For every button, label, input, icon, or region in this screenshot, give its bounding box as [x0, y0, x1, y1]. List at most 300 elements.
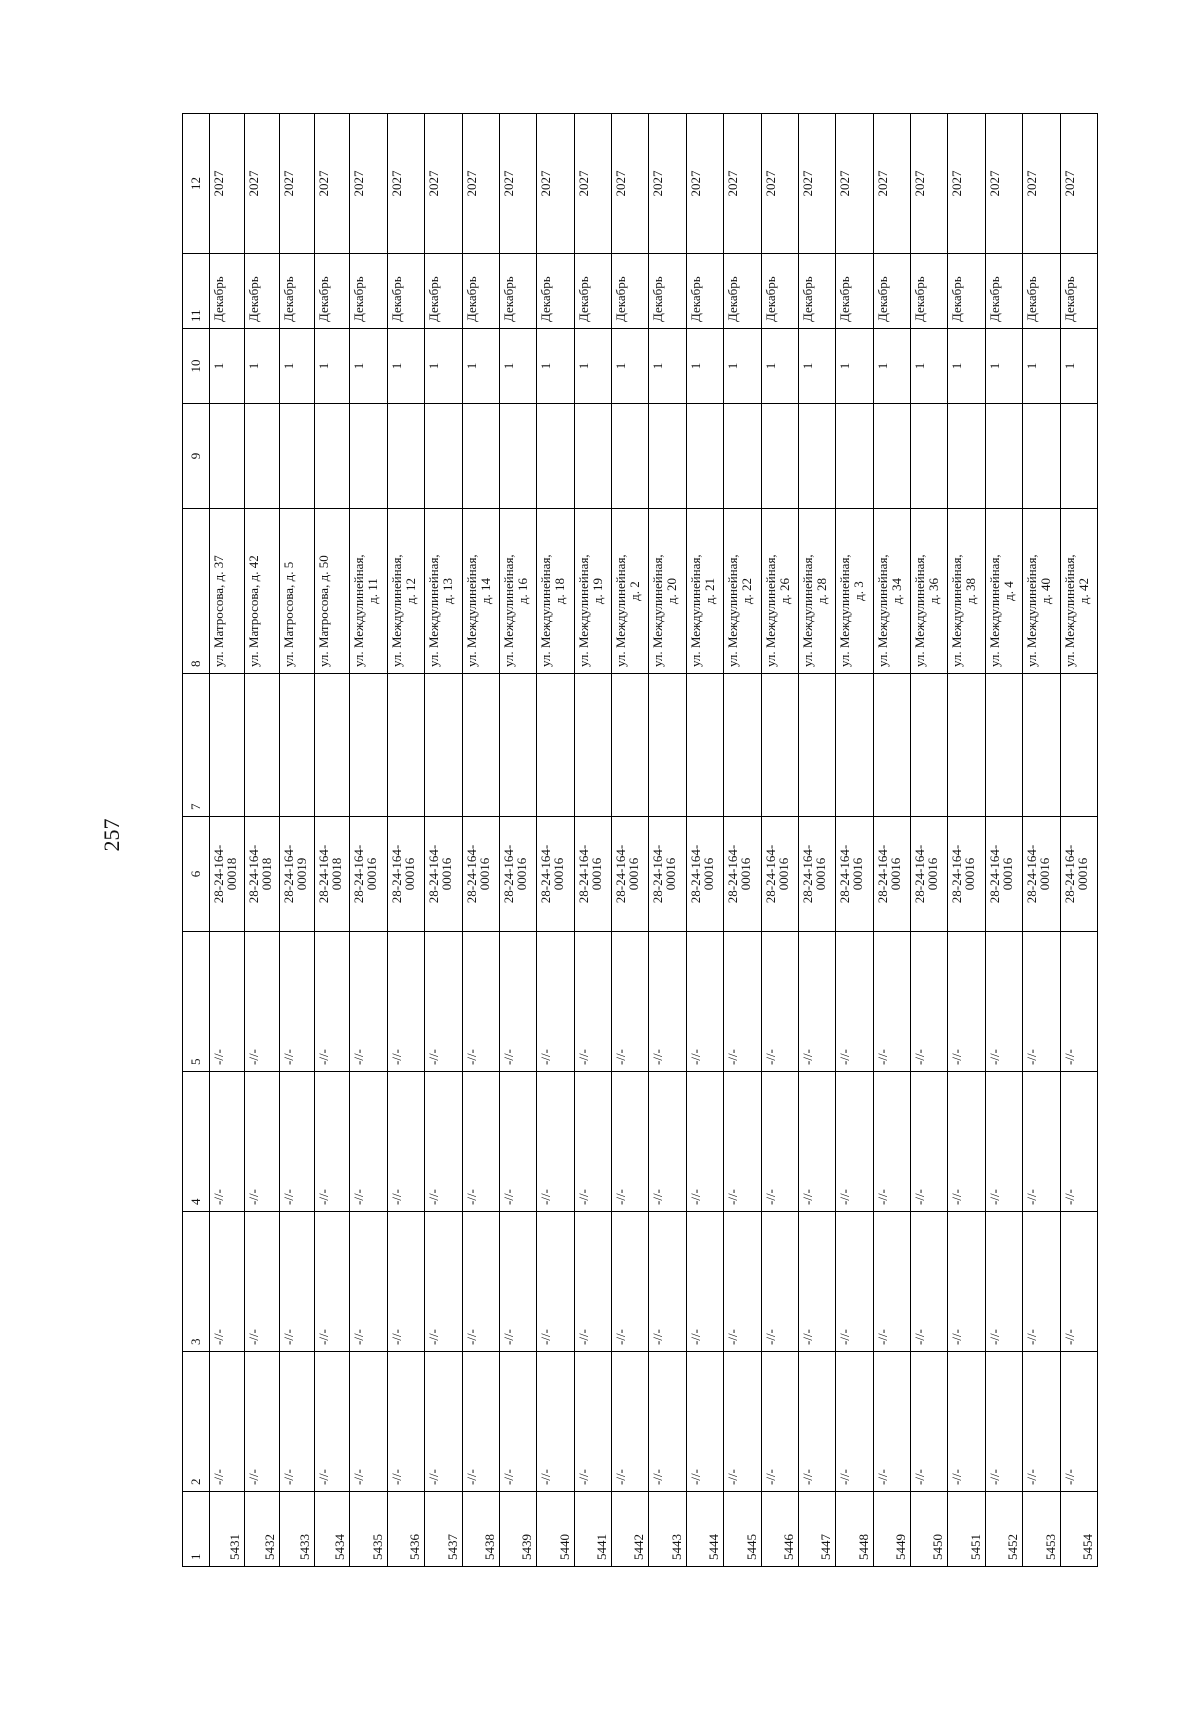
cell-col-2: -//- — [761, 1352, 798, 1492]
cell-cadastral-block — [499, 817, 536, 932]
cell-month: Декабрь — [387, 254, 424, 329]
cell-cadastral-block — [761, 817, 798, 932]
cell-col-3: -//- — [873, 1212, 910, 1352]
cadastral-block-line-1: 28-24-164- — [1024, 844, 1040, 904]
cell-col-9 — [761, 404, 798, 509]
cell-col-4: -//- — [245, 1072, 280, 1212]
cell-address — [574, 509, 611, 674]
cell-col-5: -//- — [836, 932, 873, 1072]
cell-month: Декабрь — [210, 254, 245, 329]
cell-col-2: -//- — [911, 1352, 948, 1492]
column-header-8: 8 — [183, 509, 210, 674]
cell-col-2: -//- — [499, 1352, 536, 1492]
table-row — [985, 114, 1022, 1567]
table-row — [387, 114, 424, 1567]
cell-col-5: -//- — [873, 932, 910, 1072]
cell-record-number: 5445 — [724, 1492, 761, 1567]
cadastral-block-line-2: 00016 — [588, 857, 604, 891]
address-line-1: ул. Междулинейная, — [1024, 554, 1040, 667]
cadastral-block-line-1: 28-24-164- — [837, 844, 853, 904]
cell-col-2: -//- — [836, 1352, 873, 1492]
table-row — [836, 114, 873, 1567]
cell-month: Декабрь — [245, 254, 280, 329]
cell-col-9 — [724, 404, 761, 509]
cell-year: 2027 — [873, 114, 910, 254]
cell-year: 2027 — [387, 114, 424, 254]
cell-col-3: -//- — [649, 1212, 686, 1352]
cell-col-7 — [245, 674, 280, 817]
cell-month: Декабрь — [649, 254, 686, 329]
cell-col-7 — [985, 674, 1022, 817]
cadastral-block-line-2: 00016 — [887, 857, 903, 891]
cadastral-block-line-1: 28-24-164- — [725, 844, 741, 904]
cell-year: 2027 — [245, 114, 280, 254]
cell-col-4: -//- — [836, 1072, 873, 1212]
cell-quantity: 1 — [1023, 329, 1060, 404]
cadastral-block-line-1: 28-24-164- — [316, 844, 332, 904]
address-line-1: ул. Междулинейная, — [575, 554, 591, 667]
cell-month: Декабрь — [537, 254, 574, 329]
cell-col-2: -//- — [462, 1352, 499, 1492]
cell-cadastral-block — [350, 817, 387, 932]
cell-col-5: -//- — [315, 932, 350, 1072]
cell-col-2: -//- — [948, 1352, 985, 1492]
cell-record-number: 5449 — [873, 1492, 910, 1567]
cell-col-9 — [836, 404, 873, 509]
table-row — [499, 114, 536, 1567]
cell-col-9 — [1060, 404, 1097, 509]
cell-quantity: 1 — [499, 329, 536, 404]
cell-col-4: -//- — [387, 1072, 424, 1212]
cell-cadastral-block — [1023, 817, 1060, 932]
column-header-5: 5 — [183, 932, 210, 1072]
cell-cadastral-block — [686, 817, 723, 932]
column-header-7: 7 — [183, 674, 210, 817]
cell-month: Декабрь — [574, 254, 611, 329]
cadastral-block-line-1: 28-24-164- — [538, 844, 554, 904]
address-line-2: д. 22 — [739, 577, 755, 605]
cadastral-block-line-1: 28-24-164- — [874, 844, 890, 904]
cadastral-block-line-1: 28-24-164- — [650, 844, 666, 904]
cell-col-9 — [537, 404, 574, 509]
cell-col-7 — [387, 674, 424, 817]
cell-record-number: 5443 — [649, 1492, 686, 1567]
cell-col-3: -//- — [245, 1212, 280, 1352]
cell-month: Декабрь — [985, 254, 1022, 329]
cell-month: Декабрь — [1023, 254, 1060, 329]
cell-col-7 — [948, 674, 985, 817]
cell-address — [462, 509, 499, 674]
cell-col-3: -//- — [574, 1212, 611, 1352]
cell-col-7 — [686, 674, 723, 817]
address-line-1: ул. Междулинейная, — [874, 554, 890, 667]
cell-col-4: -//- — [280, 1072, 315, 1212]
cell-col-5: -//- — [948, 932, 985, 1072]
address-line-2: д. 2 — [627, 581, 643, 601]
cell-month: Декабрь — [836, 254, 873, 329]
cadastral-block-line-2: 00016 — [364, 857, 380, 891]
cell-address — [985, 509, 1022, 674]
cadastral-block-line-1: 28-24-164- — [281, 844, 297, 904]
cell-address — [315, 509, 350, 674]
cell-year: 2027 — [1023, 114, 1060, 254]
cadastral-block-line-1: 28-24-164- — [762, 844, 778, 904]
cell-col-5: -//- — [350, 932, 387, 1072]
table-row — [280, 114, 315, 1567]
address-line-1: ул. Междулинейная, — [837, 554, 853, 667]
cell-year: 2027 — [315, 114, 350, 254]
cell-col-2: -//- — [350, 1352, 387, 1492]
cell-year: 2027 — [686, 114, 723, 254]
cell-record-number: 5436 — [387, 1492, 424, 1567]
column-header-11: 11 — [183, 254, 210, 329]
cadastral-block-line-2: 00016 — [962, 857, 978, 891]
cell-col-9 — [245, 404, 280, 509]
header-row — [183, 114, 210, 1567]
cell-record-number: 5444 — [686, 1492, 723, 1567]
cell-col-7 — [761, 674, 798, 817]
address-line-1: ул. Междулинейная, — [538, 554, 554, 667]
cell-cadastral-block — [245, 817, 280, 932]
cell-year: 2027 — [836, 114, 873, 254]
cell-col-5: -//- — [425, 932, 462, 1072]
address-line-1: ул. Матросова, д. 42 — [246, 555, 262, 667]
address-line-1: ул. Матросова, д. 5 — [281, 561, 297, 667]
cell-col-2: -//- — [574, 1352, 611, 1492]
cadastral-block-line-2: 00018 — [329, 857, 345, 891]
cell-col-9 — [1023, 404, 1060, 509]
cell-col-4: -//- — [761, 1072, 798, 1212]
cell-month: Декабрь — [948, 254, 985, 329]
address-line-2: д. 36 — [926, 577, 942, 605]
cell-col-9 — [350, 404, 387, 509]
cell-col-7 — [315, 674, 350, 817]
cell-quantity: 1 — [574, 329, 611, 404]
cell-quantity: 1 — [210, 329, 245, 404]
cell-col-3: -//- — [280, 1212, 315, 1352]
cell-col-5: -//- — [649, 932, 686, 1072]
cell-quantity: 1 — [280, 329, 315, 404]
cell-record-number: 5437 — [425, 1492, 462, 1567]
table-row — [911, 114, 948, 1567]
cell-col-9 — [574, 404, 611, 509]
cell-cadastral-block — [210, 817, 245, 932]
cell-col-2: -//- — [280, 1352, 315, 1492]
cell-address — [612, 509, 649, 674]
cadastral-block-line-1: 28-24-164- — [463, 844, 479, 904]
cell-col-7 — [836, 674, 873, 817]
cadastral-block-line-2: 00016 — [700, 857, 716, 891]
cell-quantity: 1 — [649, 329, 686, 404]
cell-cadastral-block — [612, 817, 649, 932]
cell-quantity: 1 — [873, 329, 910, 404]
cell-cadastral-block — [836, 817, 873, 932]
column-header-6: 6 — [183, 817, 210, 932]
column-header-10: 10 — [183, 329, 210, 404]
cadastral-block-line-2: 00016 — [439, 857, 455, 891]
cadastral-block-line-1: 28-24-164- — [246, 844, 262, 904]
cadastral-block-line-1: 28-24-164- — [986, 844, 1002, 904]
cell-col-2: -//- — [873, 1352, 910, 1492]
cell-month: Декабрь — [1060, 254, 1097, 329]
table-row — [761, 114, 798, 1567]
cell-col-3: -//- — [686, 1212, 723, 1352]
rotated-table-container — [182, 114, 1098, 1567]
cell-col-4: -//- — [948, 1072, 985, 1212]
address-line-2: д. 11 — [365, 578, 381, 604]
table-row — [350, 114, 387, 1567]
cell-col-7 — [499, 674, 536, 817]
cell-cadastral-block — [280, 817, 315, 932]
cadastral-block-line-1: 28-24-164- — [799, 844, 815, 904]
cell-quantity: 1 — [315, 329, 350, 404]
table-row — [537, 114, 574, 1567]
cadastral-block-line-1: 28-24-164- — [1061, 844, 1077, 904]
table-row — [315, 114, 350, 1567]
cell-col-9 — [462, 404, 499, 509]
table-row — [649, 114, 686, 1567]
cell-col-3: -//- — [537, 1212, 574, 1352]
cell-col-4: -//- — [574, 1072, 611, 1212]
cell-address — [724, 509, 761, 674]
address-line-2: д. 12 — [402, 577, 418, 605]
cell-col-2: -//- — [537, 1352, 574, 1492]
address-line-1: ул. Междулинейная, — [650, 554, 666, 667]
table-row — [1060, 114, 1097, 1567]
cell-record-number: 5454 — [1060, 1492, 1097, 1567]
address-line-2: д. 16 — [514, 577, 530, 605]
cell-col-9 — [911, 404, 948, 509]
cadastral-block-line-2: 00016 — [999, 857, 1015, 891]
cadastral-block-line-2: 00016 — [626, 857, 642, 891]
cell-col-2: -//- — [612, 1352, 649, 1492]
cell-month: Декабрь — [612, 254, 649, 329]
cell-col-7 — [911, 674, 948, 817]
address-line-2: д. 42 — [1075, 577, 1091, 605]
address-line-1: ул. Междулинейная, — [799, 554, 815, 667]
cell-year: 2027 — [985, 114, 1022, 254]
cell-quantity: 1 — [724, 329, 761, 404]
cell-record-number: 5448 — [836, 1492, 873, 1567]
cell-year: 2027 — [462, 114, 499, 254]
cell-col-3: -//- — [761, 1212, 798, 1352]
table-row — [686, 114, 723, 1567]
cell-record-number: 5452 — [985, 1492, 1022, 1567]
cell-cadastral-block — [574, 817, 611, 932]
cell-col-2: -//- — [425, 1352, 462, 1492]
cell-record-number: 5441 — [574, 1492, 611, 1567]
cell-col-9 — [649, 404, 686, 509]
cell-col-5: -//- — [245, 932, 280, 1072]
cell-cadastral-block — [462, 817, 499, 932]
table-row — [948, 114, 985, 1567]
cadastral-block-line-2: 00016 — [401, 857, 417, 891]
cell-col-4: -//- — [985, 1072, 1022, 1212]
address-line-1: ул. Междулинейная, — [388, 554, 404, 667]
address-line-2: д. 3 — [851, 581, 867, 601]
cell-col-5: -//- — [612, 932, 649, 1072]
cell-quantity: 1 — [911, 329, 948, 404]
cell-col-7 — [462, 674, 499, 817]
address-line-1: ул. Междулинейная, — [912, 554, 928, 667]
cell-address — [425, 509, 462, 674]
cell-record-number: 5433 — [280, 1492, 315, 1567]
cell-year: 2027 — [537, 114, 574, 254]
cell-col-9 — [985, 404, 1022, 509]
address-line-1: ул. Междулинейная, — [687, 554, 703, 667]
cadastral-block-line-2: 00019 — [294, 857, 310, 891]
address-line-2: д. 40 — [1038, 577, 1054, 605]
cell-month: Декабрь — [911, 254, 948, 329]
cell-cadastral-block — [537, 817, 574, 932]
address-line-2: д. 34 — [888, 577, 904, 605]
cell-address — [537, 509, 574, 674]
cell-quantity: 1 — [985, 329, 1022, 404]
cell-quantity: 1 — [761, 329, 798, 404]
cell-col-9 — [499, 404, 536, 509]
cell-address — [245, 509, 280, 674]
cell-address — [1060, 509, 1097, 674]
cell-record-number: 5451 — [948, 1492, 985, 1567]
cell-year: 2027 — [948, 114, 985, 254]
cell-col-4: -//- — [315, 1072, 350, 1212]
cell-address — [873, 509, 910, 674]
cell-col-3: -//- — [499, 1212, 536, 1352]
cadastral-block-line-2: 00016 — [738, 857, 754, 891]
cell-quantity: 1 — [836, 329, 873, 404]
cell-address — [948, 509, 985, 674]
cell-year: 2027 — [499, 114, 536, 254]
cadastral-block-line-2: 00016 — [663, 857, 679, 891]
address-line-1: ул. Междулинейная, — [762, 554, 778, 667]
cell-col-2: -//- — [387, 1352, 424, 1492]
cell-col-3: -//- — [210, 1212, 245, 1352]
cell-address — [387, 509, 424, 674]
cell-address — [911, 509, 948, 674]
address-line-2: д. 4 — [1000, 581, 1016, 601]
table-row — [245, 114, 280, 1567]
table-row — [574, 114, 611, 1567]
cell-quantity: 1 — [462, 329, 499, 404]
cell-col-7 — [1060, 674, 1097, 817]
cell-col-4: -//- — [686, 1072, 723, 1212]
cell-col-3: -//- — [1023, 1212, 1060, 1352]
cell-col-9 — [315, 404, 350, 509]
cell-col-5: -//- — [911, 932, 948, 1072]
address-line-2: д. 28 — [813, 577, 829, 605]
cell-col-5: -//- — [462, 932, 499, 1072]
table-row — [425, 114, 462, 1567]
column-header-2: 2 — [183, 1352, 210, 1492]
cell-col-9 — [387, 404, 424, 509]
column-header-1: 1 — [183, 1492, 210, 1567]
cadastral-block-line-1: 28-24-164- — [912, 844, 928, 904]
address-line-2: д. 20 — [664, 577, 680, 605]
cadastral-block-line-1: 28-24-164- — [351, 844, 367, 904]
cell-quantity: 1 — [537, 329, 574, 404]
cell-col-2: -//- — [315, 1352, 350, 1492]
cell-col-5: -//- — [537, 932, 574, 1072]
address-line-1: ул. Междулинейная, — [463, 554, 479, 667]
address-line-2: д. 19 — [589, 577, 605, 605]
cadastral-block-line-2: 00016 — [1037, 857, 1053, 891]
cadastral-block-line-1: 28-24-164- — [211, 844, 226, 904]
table-header — [183, 114, 210, 1567]
address-line-2: д. 21 — [701, 577, 717, 605]
address-line-1: ул. Междулинейная, — [725, 554, 741, 667]
cell-month: Декабрь — [798, 254, 835, 329]
cell-col-5: -//- — [985, 932, 1022, 1072]
address-line-1: ул. Междулинейная, — [986, 554, 1002, 667]
cell-col-4: -//- — [350, 1072, 387, 1212]
cell-col-4: -//- — [1023, 1072, 1060, 1212]
cell-address — [210, 509, 245, 674]
cell-record-number: 5439 — [499, 1492, 536, 1567]
cell-year: 2027 — [350, 114, 387, 254]
cell-month: Декабрь — [873, 254, 910, 329]
cell-col-2: -//- — [686, 1352, 723, 1492]
cell-col-3: -//- — [612, 1212, 649, 1352]
cell-year: 2027 — [649, 114, 686, 254]
address-line-2: д. 13 — [440, 577, 456, 605]
table-row — [1023, 114, 1060, 1567]
table-row — [873, 114, 910, 1567]
cell-record-number: 5431 — [210, 1492, 245, 1567]
cadastral-block-line-1: 28-24-164- — [575, 844, 591, 904]
cell-address — [686, 509, 723, 674]
cell-col-3: -//- — [985, 1212, 1022, 1352]
cadastral-block-line-1: 28-24-164- — [500, 844, 516, 904]
cell-quantity: 1 — [798, 329, 835, 404]
cell-month: Декабрь — [462, 254, 499, 329]
cell-col-5: -//- — [1023, 932, 1060, 1072]
cell-col-9 — [280, 404, 315, 509]
cell-quantity: 1 — [387, 329, 424, 404]
cell-cadastral-block — [873, 817, 910, 932]
cell-col-9 — [425, 404, 462, 509]
table-row — [612, 114, 649, 1567]
cell-record-number: 5440 — [537, 1492, 574, 1567]
cell-col-5: -//- — [499, 932, 536, 1072]
cell-col-2: -//- — [649, 1352, 686, 1492]
cell-col-2: -//- — [210, 1352, 245, 1492]
cell-col-5: -//- — [686, 932, 723, 1072]
cell-month: Декабрь — [315, 254, 350, 329]
column-header-3: 3 — [183, 1212, 210, 1352]
cell-col-3: -//- — [1060, 1212, 1097, 1352]
cell-col-5: -//- — [280, 932, 315, 1072]
cell-address — [499, 509, 536, 674]
cell-cadastral-block — [425, 817, 462, 932]
address-line-2: д. 14 — [477, 577, 493, 605]
cell-year: 2027 — [574, 114, 611, 254]
cadastral-block-line-2: 00016 — [1074, 857, 1090, 891]
cell-col-3: -//- — [387, 1212, 424, 1352]
cell-record-number: 5432 — [245, 1492, 280, 1567]
cell-col-3: -//- — [462, 1212, 499, 1352]
address-line-1: ул. Междулинейная, — [949, 554, 965, 667]
address-line-1: ул. Междулинейная, — [1061, 554, 1077, 667]
cadastral-block-line-2: 00016 — [513, 857, 529, 891]
cell-col-5: -//- — [210, 932, 245, 1072]
page-number: 257 — [99, 818, 124, 852]
cell-month: Декабрь — [499, 254, 536, 329]
cell-cadastral-block — [724, 817, 761, 932]
cell-month: Декабрь — [350, 254, 387, 329]
cell-col-5: -//- — [1060, 932, 1097, 1072]
cell-col-4: -//- — [499, 1072, 536, 1212]
cell-col-3: -//- — [350, 1212, 387, 1352]
